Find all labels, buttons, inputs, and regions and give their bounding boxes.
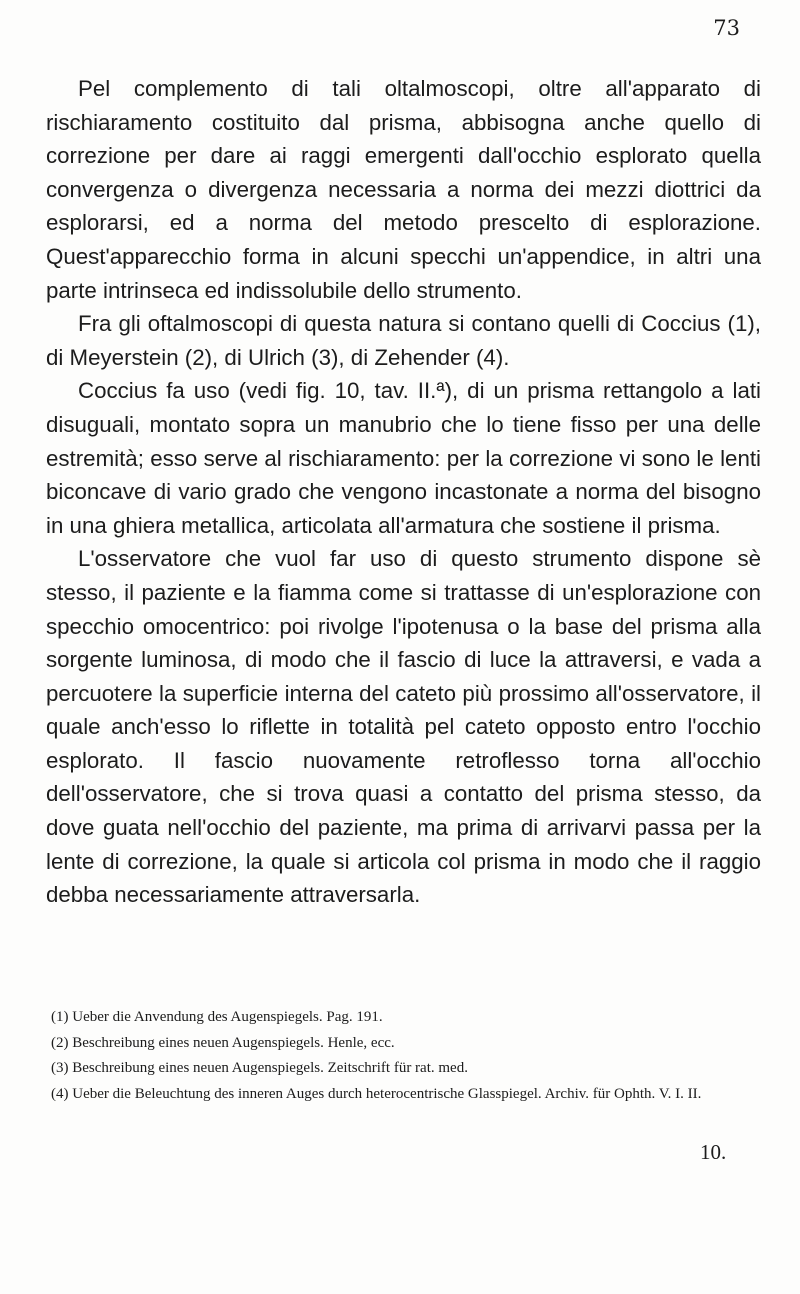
paragraph-1: Pel complemento di tali oltalmoscopi, oltre all'apparato di rischiaramento costituito dal prisma, abbisogna anche quello di correzione per dare ai raggi emergenti dall'occhio esplorato quella convergenza o divergenza necessaria a norma dei mezzi diottrici da esplorarsi, ed a norma del metodo prescelto di esplorazione. Quest'apparecchio forma in alcuni specchi un'appendice, in altri una parte intrinseca ed indissolubile dello strumento. [46,76,761,303]
footnote-2: (2) Beschreibung eines neuen Augenspiegels. Henle, ecc. [51,1034,395,1051]
footnote-4: (4) Ueber die Beleuchtung des inneren Auges durch heterocentrische Glasspiegel. Archiv. für Ophth. V. I. II. [51,1085,702,1102]
paragraph-4: L'osservatore che vuol far uso di questo strumento dispone sè stesso, il paziente e la fiamma come si trattasse di un'esplorazione con specchio omocentrico: poi rivolge l'ipotenusa o la base del prisma alla sorgente luminosa, di modo che il fascio di luce la attraversi, e vada a percuotere la superficie interna del cateto più prossimo all'osservatore, il quale anch'esso lo riflette in totalità pel cateto opposto entro l'occhio esplorato. Il fascio nuovamente retroflesso torna all'occhio dell'osservatore, che si trova quasi a contatto del prisma stesso, da dove guata nell'occhio del paziente, ma prima di arrivarvi passa per la lente di correzione, la quale si articola col prisma in modo che il raggio debba necessariamente attraversarla. [46,546,761,908]
body-text [46,72,761,912]
paragraph-2: Fra gli oftalmoscopi di questa natura si contano quelli di Coccius (1), di Meyerstein (2), di Ulrich (3), di Zehender (4). [46,311,761,370]
paragraph-3: Coccius fa uso (vedi fig. 10, tav. II.ª), di un prisma rettangolo a lati disuguali, montato sopra un manubrio che lo tiene fisso per una delle estremità; esso serve al rischiaramento: per la correzione vi sono le lenti biconcave di vario grado che vengono incastonate a norma del bisogno in una ghiera metallica, articolata all'armatura che sostiene il prisma. [46,378,761,538]
page-number: 73 [713,16,740,40]
footnote-1: (1) Ueber die Anvendung des Augenspiegels. Pag. 191. [51,1009,383,1025]
signature-mark: 10. [700,1140,727,1164]
footnotes [46,1005,761,1107]
footnote-3: (3) Beschreibung eines neuen Augenspiegels. Zeitschrift für rat. med. [51,1060,468,1076]
